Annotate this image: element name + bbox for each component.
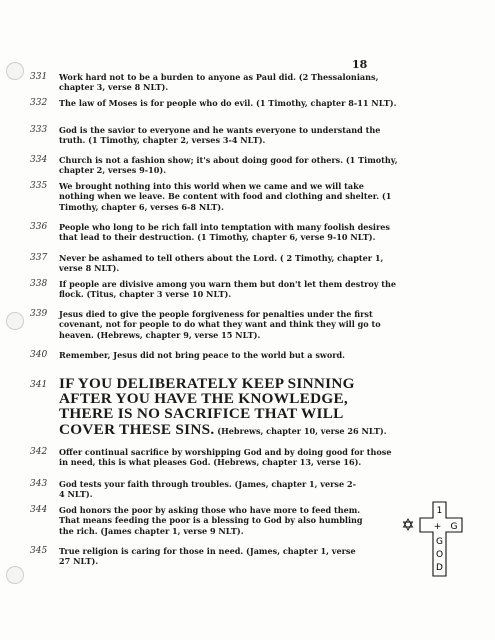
- entry-text: Offer continual sacrifice by worshipping God and by doing good for those in need, this is what pleases God. (Hebrews, chapter 13, verse 16).: [59, 447, 392, 468]
- entry-text: The law of Moses is for people who do evil. (1 Timothy, chapter 8-11 NLT).: [59, 98, 397, 108]
- entry-number: 332: [30, 98, 48, 108]
- punch-hole: [6, 62, 24, 80]
- entry-number: 341: [30, 380, 48, 390]
- entry-number: 342: [30, 447, 48, 457]
- entry-number: 345: [30, 546, 48, 556]
- cross-text-g-right: G: [450, 522, 458, 532]
- entry-text: God honors the poor by asking those who have more to feed them. That means feeding the poor is a blessing to God by also humbling the rich. (James chapter 1, verse 9 NLT).: [59, 505, 363, 536]
- entry-number: 343: [30, 479, 48, 489]
- entry-number: 334: [30, 155, 48, 165]
- cross-text-plus: +: [433, 522, 442, 532]
- cross-text-o: O: [435, 550, 444, 560]
- cross-text-top: 1: [436, 506, 443, 516]
- entry-number: 340: [30, 350, 48, 360]
- star-of-david-icon: [404, 519, 413, 530]
- hand-drawn-cross-with-star: [400, 500, 470, 578]
- entry-text: People who long to be rich fall into temptation with many foolish desires that lead to their destruction. (1 Timothy, chapter 6, verse 9-10 NLT).: [59, 222, 390, 243]
- entry-citation: (Hebrews, chapter 10, verse 26 NLT).: [214, 425, 387, 436]
- entry-text: Work hard not to be a burden to anyone as Paul did. (2 Thessalonians, chapter 3, verse 8 NLT).: [59, 72, 379, 93]
- entry-number: 331: [30, 72, 48, 82]
- entry-number: 333: [30, 125, 48, 135]
- cross-text-g: G: [436, 537, 443, 547]
- entry-text: God is the savior to everyone and he wants everyone to understand the truth. (1 Timothy, chapter 2, verses 3-4 NLT).: [59, 125, 381, 146]
- entry-text: God tests your faith through troubles. (James, chapter 1, verse 2-4 NLT).: [59, 479, 356, 500]
- entry-number: 338: [30, 279, 48, 289]
- entry-number: 336: [30, 222, 48, 232]
- punch-hole: [6, 566, 24, 584]
- punch-hole: [6, 312, 24, 330]
- entry-number: 335: [30, 181, 48, 191]
- entry-text: If people are divisive among you warn them but don't let them destroy the flock. (Titus, chapter 3 verse 10 NLT).: [59, 279, 397, 300]
- cross-text-d: D: [436, 563, 443, 573]
- entry-number: 344: [30, 505, 48, 515]
- page-number: 18: [352, 58, 368, 71]
- entry-text: [59, 376, 399, 437]
- entry-number: 337: [30, 253, 48, 263]
- entry-text: Jesus died to give the people forgiveness for penalties under the first covenant, not for people to do what they want and think they will go to heaven. (Hebrews, chapter 9, verse 15 NLT).: [59, 309, 381, 340]
- entry-text: Remember, Jesus did not bring peace to the world but a sword.: [59, 350, 345, 360]
- entry-text: True religion is caring for those in need. (James, chapter 1, verse 27 NLT).: [59, 546, 356, 567]
- emphasized-text: IF YOU DELIBERATELY KEEP SINNING AFTER YOU HAVE THE KNOWLEDGE, THERE IS NO SACRIFICE THAT WILL COVER THESE SINS.: [59, 375, 355, 438]
- entry-text: Church is not a fashion show; it's about doing good for others. (1 Timothy, chapter 2, verses 9-10).: [59, 155, 398, 176]
- entry-text: We brought nothing into this world when we came and we will take nothing when we leave. Be content with food and clothing and shelter. (1 Timothy, chapter 6, verses 6-8 NLT).: [59, 181, 392, 212]
- entry-number: 339: [30, 309, 48, 319]
- entry-text: Never be ashamed to tell others about the Lord. ( 2 Timothy, chapter 1, verse 8 NLT).: [59, 253, 384, 274]
